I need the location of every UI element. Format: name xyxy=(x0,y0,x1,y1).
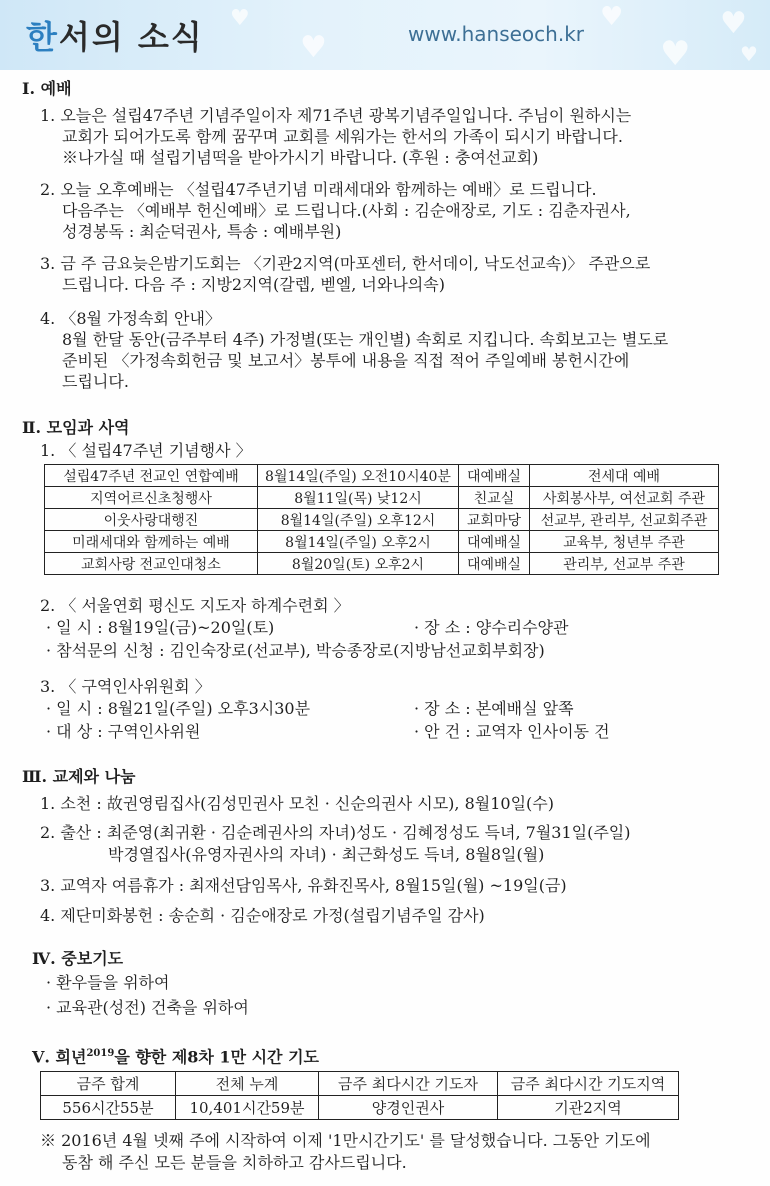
worship-item-1-note: ※나가실 때 설립기념떡을 받아가시기 바랍니다. (후원 : 충여선교회) xyxy=(62,148,539,167)
table-header-cell: 전체 누계 xyxy=(176,1072,319,1096)
event-time-cell: 8월14일(주일) 오후2시 xyxy=(258,531,459,553)
worship-item-2-line2: 다음주는 〈예배부 헌신예배〉로 드립니다.(사회 : 김순애장로, 기도 : 김춘자권사, xyxy=(62,201,631,220)
heading-superscript: 2019 xyxy=(86,1048,115,1059)
event-time-cell: 8월14일(주일) 오전10시40분 xyxy=(258,465,459,487)
section-fellowship-heading: Ⅲ. 교제와 나눔 xyxy=(22,767,136,786)
prayer-hours-table xyxy=(40,1071,679,1120)
event-name-cell: 미래세대와 함께하는 예배 xyxy=(45,531,258,553)
title-first-char: 한 xyxy=(26,18,59,56)
event-place-cell: 친교실 xyxy=(459,487,530,509)
retreat-date: · 일 시 : 8월19일(금)~20일(토) xyxy=(46,618,275,637)
worship-item-3-line1: 3. 금 주 금요늦은밤기도회는 〈기관2지역(마포센터, 한서데이, 낙도선교속)〉 주관으로 xyxy=(40,254,651,273)
fellowship-item-2-line1: 2. 출산 : 최준영(최귀환 · 김순례권사의 자녀)성도 · 김혜정성도 득녀, 7월31일(주일) xyxy=(40,823,631,842)
event-host-cell: 전세대 예배 xyxy=(530,465,719,487)
retreat-title: 2. 〈 서울연회 평신도 지도자 하계수련회 〉 xyxy=(40,596,350,615)
heart-icon: ♥ xyxy=(740,42,758,66)
committee-target: · 대 상 : 구역인사위원 xyxy=(46,722,201,741)
table-cell: 양경인권사 xyxy=(319,1096,498,1120)
event-place-cell: 대예배실 xyxy=(459,531,530,553)
worship-item-4-line2: 준비된 〈가정속회헌금 및 보고서〉봉투에 내용을 직접 적어 주일예배 봉헌시간에 xyxy=(62,351,630,370)
table-header-row xyxy=(41,1072,679,1096)
fellowship-item-1: 1. 소천 : 故권영림집사(김성민권사 모친 · 신순의권사 시모), 8월10일(수) xyxy=(40,794,554,813)
event-place-cell: 대예배실 xyxy=(459,465,530,487)
event-host-cell: 선교부, 관리부, 선교회주관 xyxy=(530,509,719,531)
event-name-cell: 설립47주년 전교인 연합예배 xyxy=(45,465,258,487)
event-time-cell: 8월20일(토) 오후2시 xyxy=(258,553,459,575)
table-row xyxy=(45,531,719,553)
event-place-cell: 교회마당 xyxy=(459,509,530,531)
event-name-cell: 이웃사랑대행진 xyxy=(45,509,258,531)
section-prayer-hours-heading xyxy=(32,1044,319,1067)
heart-icon: ♥ xyxy=(720,6,747,41)
worship-item-3-line2: 드립니다. 다음 주 : 지방2지역(갈렙, 벧엘, 너와나의속) xyxy=(62,275,445,294)
worship-item-2-line1: 2. 오늘 오후예배는 〈설립47주년기념 미래세대와 함께하는 예배〉로 드립니다. xyxy=(40,180,597,199)
heading-part-b: 을 향한 제8차 1만 시간 기도 xyxy=(114,1047,319,1067)
event-host-cell: 관리부, 선교부 주관 xyxy=(530,553,719,575)
table-header-cell: 금주 최다시간 기도자 xyxy=(319,1072,498,1096)
worship-item-4-line1: 8월 한달 동안(금주부터 4주) 가정별(또는 개인별) 속회로 지킵니다. 속회보고는 별도로 xyxy=(62,330,669,349)
table-row xyxy=(45,465,719,487)
event-host-cell: 교육부, 청년부 주관 xyxy=(530,531,719,553)
section-ministry-heading: Ⅱ. 모임과 사역 xyxy=(22,418,130,437)
event-name-cell: 지역어르신초청행사 xyxy=(45,487,258,509)
section-worship-heading: Ⅰ. 예배 xyxy=(22,79,72,98)
committee-title: 3. 〈 구역인사위원회 〉 xyxy=(40,677,211,696)
worship-item-4-title: 4. 〈8월 가정속회 안내〉 xyxy=(40,309,221,328)
table-cell: 기관2지역 xyxy=(498,1096,679,1120)
website-url: www.hanseoch.kr xyxy=(408,22,584,46)
event-host-cell: 사회봉사부, 여선교회 주관 xyxy=(530,487,719,509)
event-place-cell: 대예배실 xyxy=(459,553,530,575)
table-cell: 556시간55분 xyxy=(41,1096,176,1120)
event-time-cell: 8월11일(목) 낮12시 xyxy=(258,487,459,509)
heart-icon: ♥ xyxy=(600,2,624,32)
prayer-item-2: · 교육관(성전) 건축을 위하여 xyxy=(46,998,249,1017)
fellowship-item-2-line2: 박경열집사(유영자권사의 자녀) · 최근화성도 득녀, 8월8일(월) xyxy=(108,845,545,864)
prayer-item-1: · 환우들을 위하여 xyxy=(46,973,170,992)
prayer-note-line2: 동참 해 주신 모든 분들을 치하하고 감사드립니다. xyxy=(62,1153,407,1172)
committee-agenda: · 안 건 : 교역자 인사이동 건 xyxy=(414,722,610,741)
retreat-contact: · 참석문의 신청 : 김인숙장로(선교부), 박승종장로(지방남선교회부회장) xyxy=(46,641,545,660)
table-cell: 10,401시간59분 xyxy=(176,1096,319,1120)
fellowship-item-3: 3. 교역자 여름휴가 : 최재선담임목사, 유화진목사, 8월15일(월) ~19일(금) xyxy=(40,876,567,895)
worship-item-4-line3: 드립니다. xyxy=(62,372,129,391)
committee-date: · 일 시 : 8월21일(주일) 오후3시30분 xyxy=(46,699,311,718)
fellowship-item-4: 4. 제단미화봉헌 : 송순희 · 김순애장로 가정(설립기념주일 감사) xyxy=(40,906,485,925)
anniversary-events-table xyxy=(44,464,719,575)
table-header-cell: 금주 최다시간 기도지역 xyxy=(498,1072,679,1096)
table-row xyxy=(41,1096,679,1120)
committee-place: · 장 소 : 본예배실 앞쪽 xyxy=(414,699,574,718)
table-header-cell: 금주 합계 xyxy=(41,1072,176,1096)
worship-item-1-line1: 1. 오늘은 설립47주년 기념주일이자 제71주년 광복기념주일입니다. 주님이 원하시는 xyxy=(40,106,632,125)
section-prayer-heading: Ⅳ. 중보기도 xyxy=(32,949,124,968)
event-name-cell: 교회사랑 전교인대청소 xyxy=(45,553,258,575)
heart-icon: ♥ xyxy=(300,30,327,65)
heart-icon: ♥ xyxy=(660,34,691,70)
prayer-note-line1: ※ 2016년 4월 넷째 주에 시작하여 이제 '1만시간기도' 를 달성했습니다. 그동안 기도에 xyxy=(40,1131,651,1150)
table-row xyxy=(45,553,719,575)
worship-item-1-line2: 교회가 되어가도록 함께 꿈꾸며 교회를 세워가는 한서의 가족이 되시기 바랍니다. xyxy=(62,127,623,146)
table-row xyxy=(45,487,719,509)
anniversary-events-title: 1. 〈 설립47주년 기념행사 〉 xyxy=(40,441,252,460)
worship-item-2-line3: 성경봉독 : 최순덕권사, 특송 : 예배부원) xyxy=(62,222,342,241)
event-time-cell: 8월14일(주일) 오후12시 xyxy=(258,509,459,531)
table-row xyxy=(45,509,719,531)
retreat-place: · 장 소 : 양수리수양관 xyxy=(414,618,569,637)
title-rest: 서의 소식 xyxy=(58,18,204,56)
heart-icon: ♥ xyxy=(230,6,250,31)
heading-part-a: Ⅴ. 희년 xyxy=(32,1047,87,1067)
